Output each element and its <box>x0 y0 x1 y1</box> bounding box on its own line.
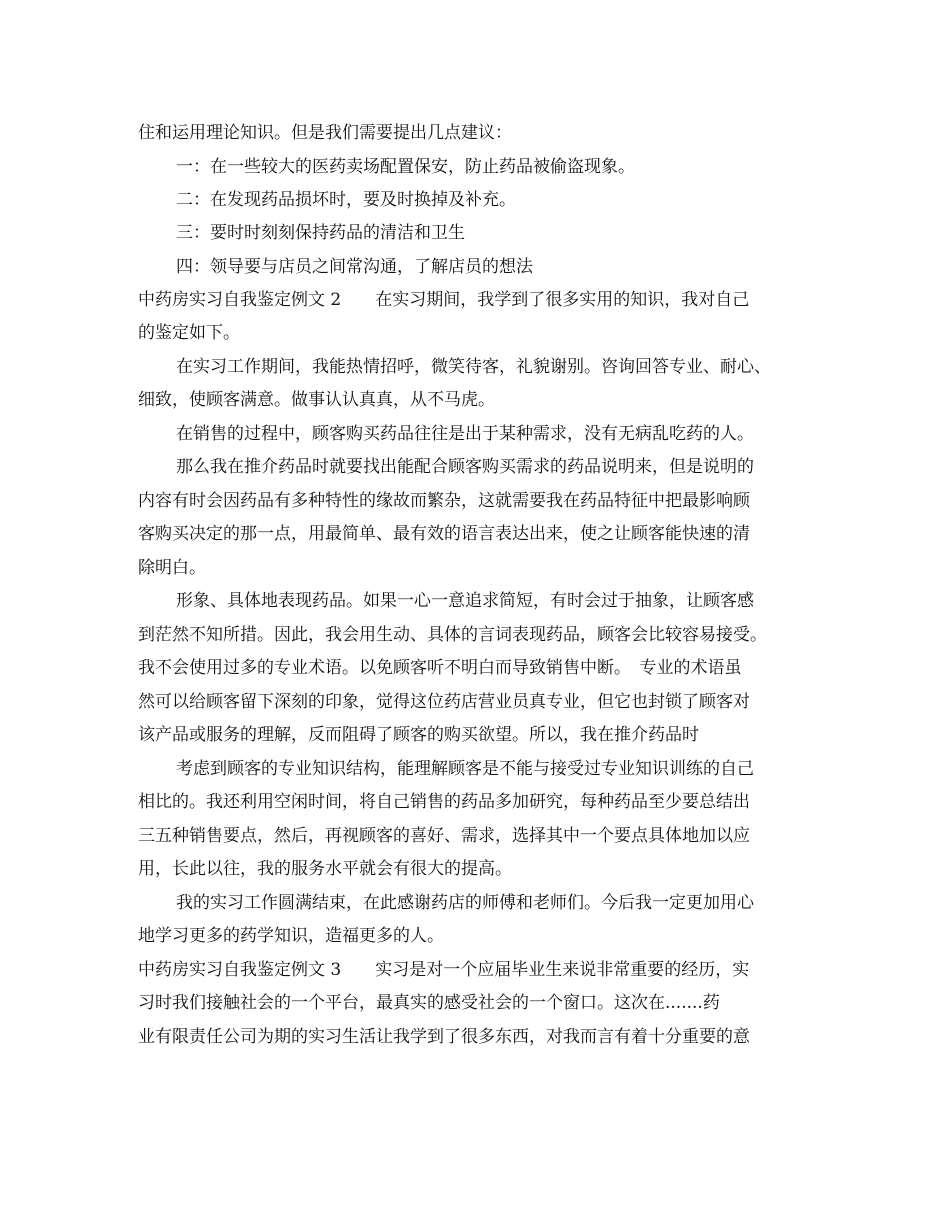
text-line: 在实习工作期间，我能热情招呼，微笑待客，礼貌谢别。咨询回答专业、耐心、 <box>176 357 771 377</box>
text-line: 到茫然不知所措。因此，我会用生动、具体的言词表现药品，顾客会比较容易接受。 <box>138 625 767 645</box>
text-line: 业有限责任公司为期的实习生活让我学到了很多东西，对我而言有着十分重要的意 <box>138 1027 750 1047</box>
text-line: 用，长此以往，我的服务水平就会有很大的提高。 <box>138 859 512 879</box>
text-line: 那么我在推介药品时就要找出能配合顾客购买需求的药品说明来，但是说明的 <box>176 457 754 477</box>
text-line: 内容有时会因药品有多种特性的缘故而繁杂，这就需要我在药品特征中把最影响顾 <box>138 491 750 511</box>
section-heading: 中药房实习自我鉴定例文 2 在实习期间，我学到了很多实用的知识，我对自己 <box>138 290 750 310</box>
text-line: 三：要时时刻刻保持药品的清洁和卫生 <box>176 223 465 243</box>
text-line: 相比的。我还利用空闲时间，将自己销售的药品多加研究，每种药品至少要总结出 <box>138 792 750 812</box>
text-line: 客购买决定的那一点，用最简单、最有效的语言表达出来，使之让顾客能快速的清 <box>138 524 750 544</box>
text-line: 二：在发现药品损坏时，要及时换掉及补充。 <box>176 190 516 210</box>
text-line: 习时我们接触社会的一个平台，最真实的感受社会的一个窗口。这次在.......药 <box>138 993 720 1013</box>
text-line: 地学习更多的药学知识，造福更多的人。 <box>138 926 444 946</box>
text-line: 除明白。 <box>138 558 206 578</box>
text-line: 四：领导要与店员之间常沟通，了解店员的想法 <box>176 257 533 277</box>
text-line: 三五种销售要点，然后，再视顾客的喜好、需求，选择其中一个要点具体地加以应 <box>138 826 750 846</box>
text-line: 我不会使用过多的专业术语。以免顾客听不明白而导致销售中断。 专业的术语虽 <box>138 658 742 678</box>
text-line: 住和运用理论知识。但是我们需要提出几点建议： <box>138 123 512 143</box>
text-line: 考虑到顾客的专业知识结构，能理解顾客是不能与接受过专业知识训练的自己 <box>176 759 754 779</box>
text-line: 然可以给顾客留下深刻的印象，觉得这位药店营业员真专业，但它也封锁了顾客对 <box>138 692 750 712</box>
text-line: 我的实习工作圆满结束，在此感谢药店的师傅和老师们。今后我一定更加用心 <box>176 893 754 913</box>
text-line: 该产品或服务的理解，反而阻碍了顾客的购买欲望。所以，我在推介药品时 <box>138 725 699 745</box>
text-line: 形象、具体地表现药品。如果一心一意追求简短，有时会过于抽象，让顾客感 <box>176 591 754 611</box>
text-line: 一：在一些较大的医药卖场配置保安，防止药品被偷盗现象。 <box>176 157 635 177</box>
text-line: 细致，使顾客满意。做事认认真真，从不马虎。 <box>138 390 495 410</box>
text-line: 在销售的过程中，顾客购买药品往往是出于某种需求，没有无病乱吃药的人。 <box>176 424 754 444</box>
section-heading: 中药房实习自我鉴定例文 3 实习是对一个应届毕业生来说非常重要的经历，实 <box>138 960 750 980</box>
text-line: 的鉴定如下。 <box>138 323 240 343</box>
